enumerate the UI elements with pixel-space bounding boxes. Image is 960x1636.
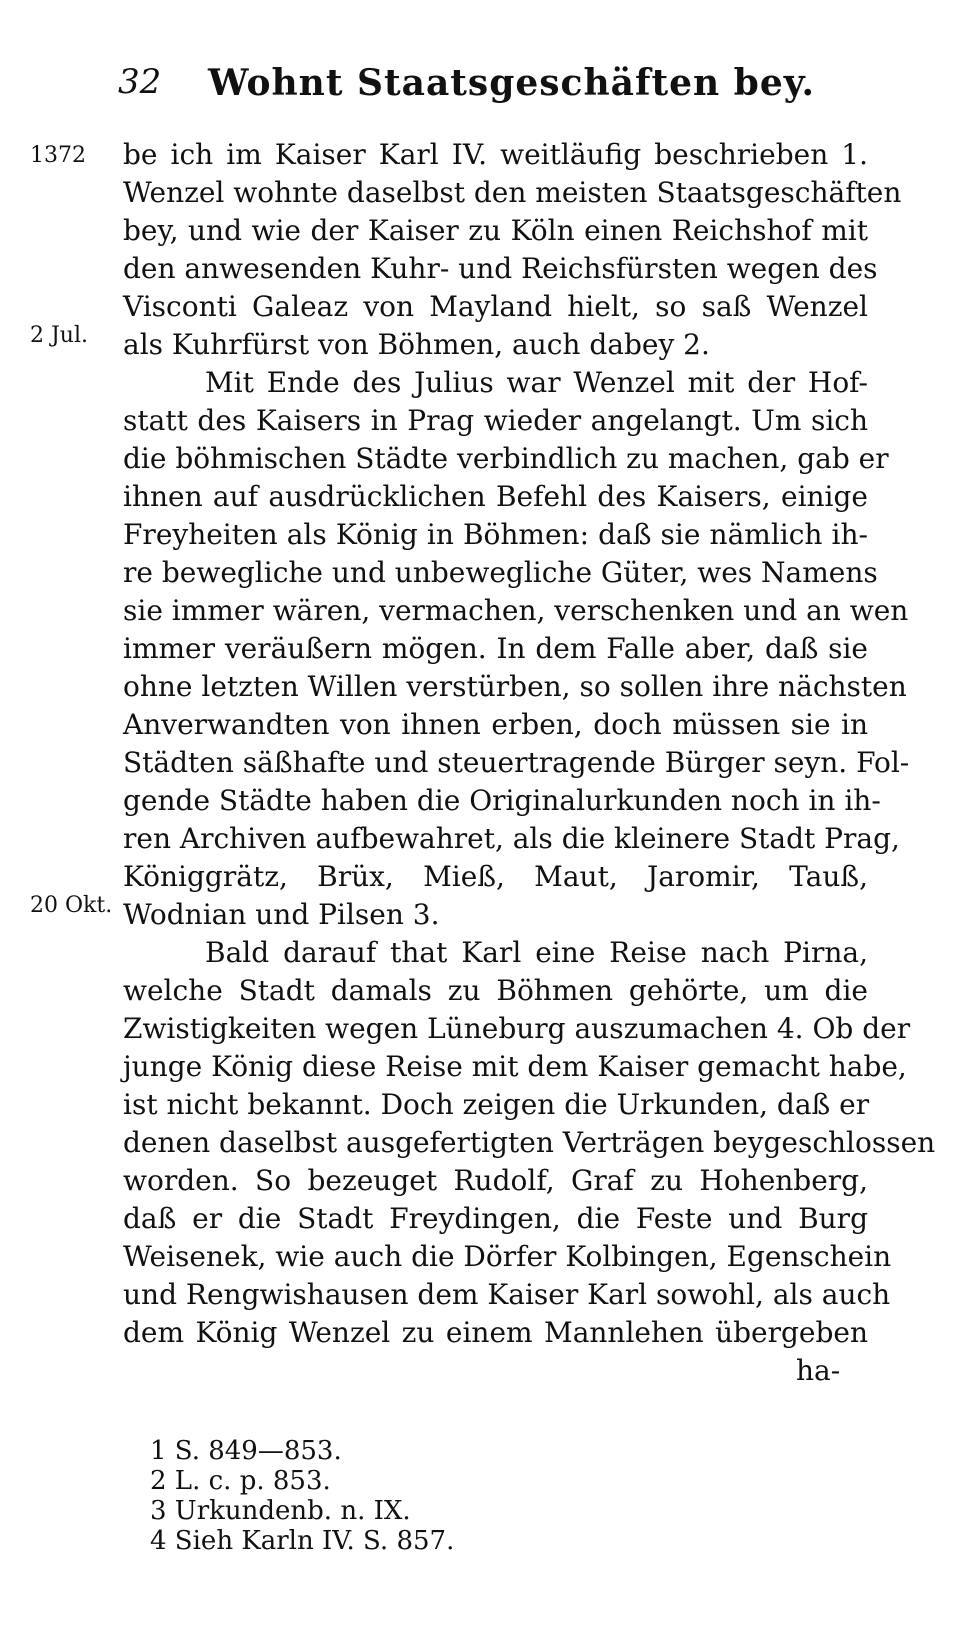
- text-line: die böhmischen Städte verbindlich zu machen, gab er: [123, 442, 889, 475]
- text-line: ist nicht bekannt. Doch zeigen die Urkunden, daß er: [123, 1088, 870, 1121]
- margin-note-year: 1372: [30, 143, 86, 168]
- text-line: Mit Ende des Julius war Wenzel mit der Hof-: [205, 366, 868, 399]
- text-line: Königgrätz, Brüx, Mieß, Maut, Jaromir, Tauß,: [123, 860, 868, 893]
- text-line: worden. So bezeuget Rudolf, Graf zu Hohenberg,: [123, 1164, 868, 1197]
- text-line: den anwesenden Kuhr- und Reichsfürsten wegen des: [123, 252, 878, 285]
- text-line: ren Archiven aufbewahret, als die kleinere Stadt Prag,: [123, 822, 900, 855]
- text-line: Bald darauf that Karl eine Reise nach Pirna,: [205, 936, 868, 969]
- text-line: und Rengwishausen dem Kaiser Karl sowohl, als auch: [123, 1278, 891, 1311]
- text-line: immer veräußern mögen. In dem Falle aber, daß sie: [123, 632, 868, 665]
- text-line: Städten säßhafte und steuertragende Bürger seyn. Fol-: [123, 746, 910, 779]
- running-head: Wohnt Staatsgeschäften bey.: [208, 62, 816, 104]
- text-line: gende Städte haben die Originalurkunden noch in ih-: [123, 784, 881, 817]
- footnote: 3 Urkundenb. n. IX.: [150, 1496, 411, 1526]
- text-line: Freyheiten als König in Böhmen: daß sie nämlich ih-: [123, 518, 868, 551]
- margin-note-date: 20 Okt.: [30, 893, 113, 918]
- text-line: statt des Kaisers in Prag wieder angelangt. Um sich: [123, 404, 868, 437]
- text-line: junge König diese Reise mit dem Kaiser gemacht habe,: [123, 1050, 907, 1083]
- catchword: ha-: [796, 1354, 841, 1387]
- footnote: 4 Sieh Karln IV. S. 857.: [150, 1526, 455, 1556]
- text-line: be ich im Kaiser Karl IV. weitläufig beschrieben 1.: [123, 138, 868, 171]
- text-line: Wodnian und Pilsen 3.: [123, 898, 440, 931]
- footnote: 2 L. c. p. 853.: [150, 1466, 331, 1496]
- text-line: Anverwandten von ihnen erben, doch müssen sie in: [123, 708, 868, 741]
- margin-note-date: 2 Jul.: [30, 323, 89, 348]
- text-line: welche Stadt damals zu Böhmen gehörte, um die: [123, 974, 868, 1007]
- text-line: bey, und wie der Kaiser zu Köln einen Reichshof mit: [123, 214, 868, 247]
- text-line: ihnen auf ausdrücklichen Befehl des Kaisers, einige: [123, 480, 868, 513]
- text-line: Zwistigkeiten wegen Lüneburg auszumachen 4. Ob der: [123, 1012, 911, 1045]
- text-line: sie immer wären, vermachen, verschenken und an wen: [123, 594, 909, 627]
- text-line: daß er die Stadt Freydingen, die Feste und Burg: [123, 1202, 868, 1235]
- text-line: re bewegliche und unbewegliche Güter, wes Namens: [123, 556, 878, 589]
- page-number: 32: [118, 62, 162, 102]
- page-header: [118, 62, 878, 112]
- text-line: Wenzel wohnte daselbst den meisten Staatsgeschäften: [123, 176, 902, 209]
- text-line: Weisenek, wie auch die Dörfer Kolbingen, Egenschein: [123, 1240, 892, 1273]
- text-line: denen daselbst ausgefertigten Verträgen beygeschlossen: [123, 1126, 936, 1159]
- text-line: ohne letzten Willen verstürben, so sollen ihre nächsten: [123, 670, 907, 703]
- text-line: dem König Wenzel zu einem Mannlehen übergeben: [123, 1316, 868, 1349]
- footnote: 1 S. 849—853.: [150, 1436, 342, 1466]
- text-line: als Kuhrfürst von Böhmen, auch dabey 2.: [123, 328, 710, 361]
- text-line: Visconti Galeaz von Mayland hielt, so saß Wenzel: [123, 290, 868, 323]
